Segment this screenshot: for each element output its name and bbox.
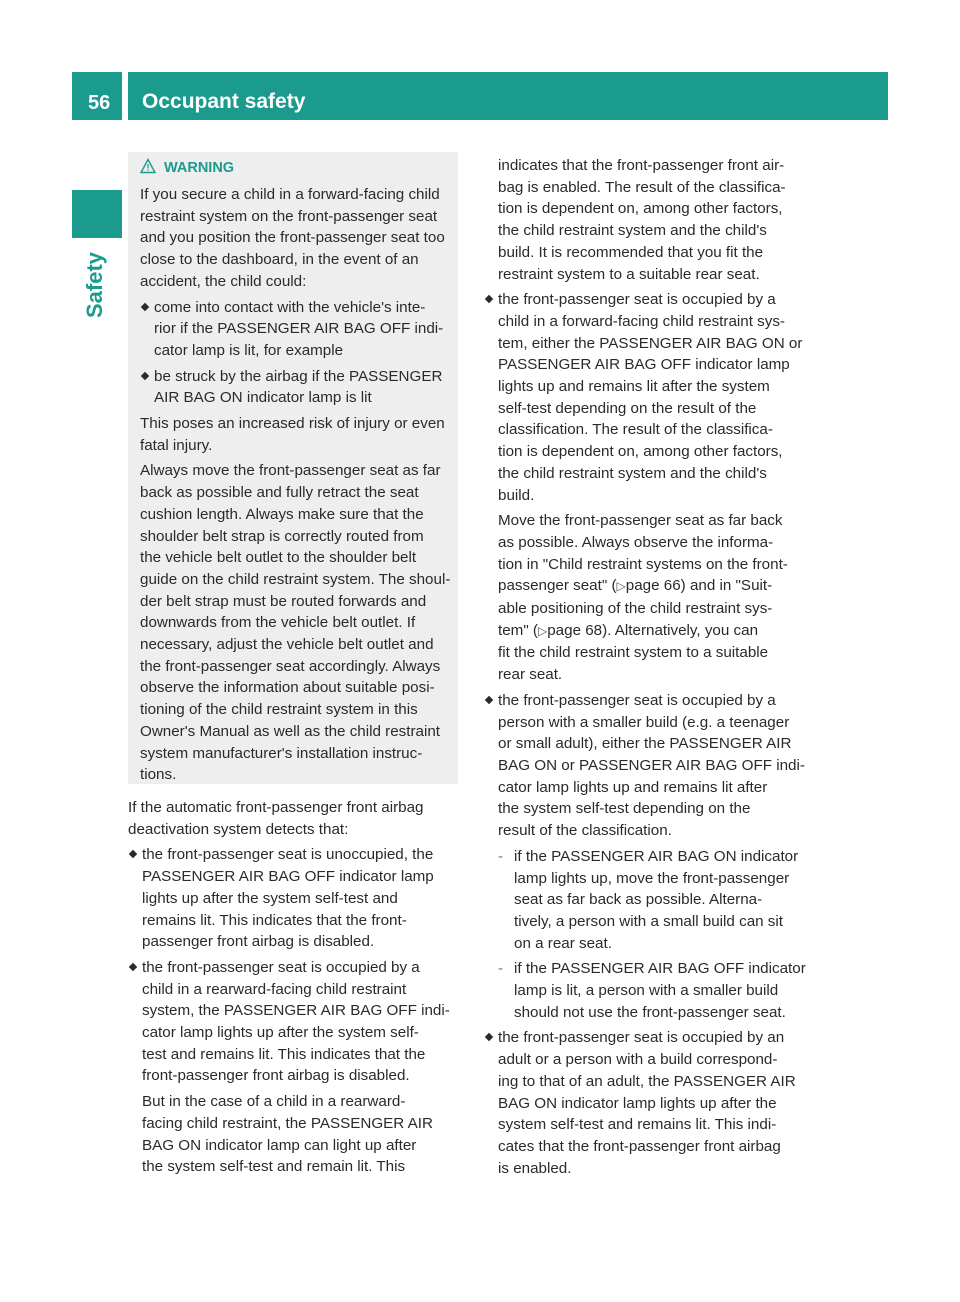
page-ref-arrow-icon: ▷ [616, 579, 626, 594]
warning-paragraph: Always move the front-passenger seat as far back as possible and fully retract the seat cushion length. Always make sure that the shoulder belt strap is correctly routed from the vehicle belt outlet to the shoulder belt guide on the child restraint system. The shoul- der belt strap must be routed forwards and downwards from the vehicle belt outlet. If necessary, adjust the vehicle belt outlet and the front-passenger seat accordingly. Always observe the information about suitable posi- tioning of the child restraint system in this Owner's Manual as well as the child restraint system manufacturer's installation instruc- tions. [140, 462, 451, 784]
warning-body [140, 184, 452, 786]
page-number-block [72, 72, 122, 120]
warning-bullet: be struck by the airbag if the PASSENGER AIR BAG ON indicator lamp is lit [140, 366, 452, 409]
right-column-body [484, 155, 816, 1179]
bullet-item: the front-passenger seat is occupied by a child in a rearward-facing child restraint system, the PASSENGER AIR BAG OFF indi- cator lamp lights up after the system self- test and remains lit. This indicates that the front-passenger front airbag is disabled. [128, 957, 460, 1087]
bullet-item: the front-passenger seat is occupied by an adult or a person with a build correspond- ing to that of an adult, the PASSENGER AIR BAG ON indicator lamp lights up after the system self-test and remains lit. This indi- cates that the front-passenger front airbag is enabled. [484, 1027, 816, 1179]
side-tab [78, 250, 118, 320]
page-ref-68[interactable]: page 68). Alternatively, you can [547, 621, 759, 639]
warning-bullet: come into contact with the vehicle's inte- rior if the PASSENGER AIR BAG OFF indi- cator lamp is lit, for example [140, 297, 452, 362]
section-header [128, 72, 888, 120]
left-column-body [128, 797, 460, 1178]
bullet-item: the front-passenger seat is occupied by a child in a forward-facing child restraint sys- tem, either the PASSENGER AIR BAG ON or PASSENGER AIR BAG OFF indicator lamp lights up and remains lit after the system self-test depending on the result of the classification. The result of the classifica- tion is dependent on, among other factors, the child restraint system and the child's build. [484, 289, 816, 506]
bullet-item: the front-passenger seat is occupied by a person with a smaller build (e.g. a teenager or small adult), either the PASSENGER AIR BAG ON or PASSENGER AIR BAG OFF indi- cator lamp lights up and remains lit after the system self-test depending on the result of the classification. [484, 690, 816, 842]
page-ref-arrow-icon: ▷ [538, 623, 548, 638]
section-title: Occupant safety [142, 90, 306, 113]
side-tab-block [72, 190, 122, 238]
page-ref-66[interactable]: page 66) and in "Suit- [625, 577, 773, 595]
intro-paragraph: If the automatic front-passenger front airbag deactivation system detects that: [128, 799, 424, 838]
dash-item: - if the PASSENGER AIR BAG ON indicator lamp lights up, move the front-passenger seat as far back as possible. Alterna- tively, a person with a small build can sit on a rear seat. [498, 846, 816, 955]
warning-intro: If you secure a child in a forward-facing child restraint system on the front-passenger seat and you position the front-passenger seat too close to the dashboard, in the event of an accident, the child could: [140, 186, 445, 290]
bullet-continuation: But in the case of a child in a rearward- facing child restraint, the PASSENGER AIR BAG ON indicator lamp can light up after the system self-test and remain lit. This [142, 1093, 433, 1176]
warning-triangle-icon [140, 158, 156, 174]
warning-paragraph: This poses an increased risk of injury or even fatal injury. [140, 415, 445, 454]
dash-list [484, 846, 816, 1024]
side-tab-label: Safety [82, 251, 108, 319]
bullet-continuation: Move the front-passenger seat as far back as possible. Always observe the informa- tion in "Child restraint systems on the front- passenger seat" (▷page 66) and in "Suit- able positioning of the child restraint sys- tem" (▷page 68). Alternatively, you can fit the child restraint system to a suitable rear seat. [498, 512, 788, 684]
page-number: 56 [88, 92, 111, 114]
bullet-continuation: indicates that the front-passenger front air- bag is enabled. The result of the classifica- tion is dependent on, among other factors, the child restraint system and the child's build. It is recommended that you fit the restraint system to a suitable rear seat. [498, 157, 786, 283]
warning-box [128, 152, 458, 784]
warning-heading [140, 158, 234, 176]
dash-item: - if the PASSENGER AIR BAG OFF indicator lamp is lit, a person with a smaller build should not use the front-passenger seat. [498, 958, 816, 1023]
bullet-item: the front-passenger seat is unoccupied, the PASSENGER AIR BAG OFF indicator lamp lights up after the system self-test and remains lit. This indicates that the front- passenger front airbag is disabled. [128, 844, 460, 953]
warning-title: WARNING [164, 160, 235, 176]
